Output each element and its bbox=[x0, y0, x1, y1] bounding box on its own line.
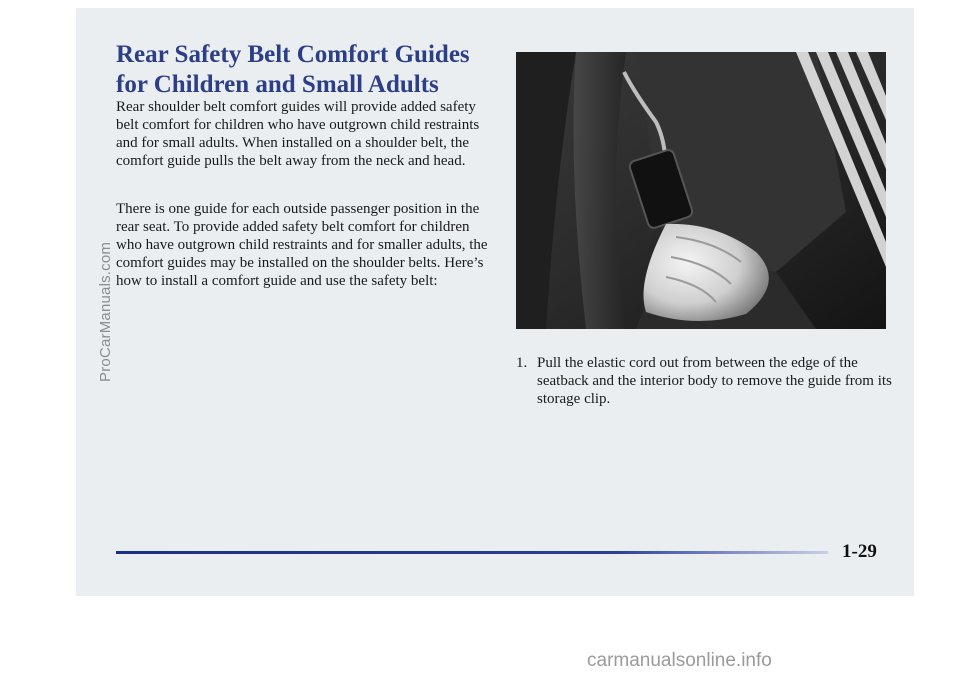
instruction-step bbox=[516, 354, 896, 408]
footer-rule bbox=[116, 551, 828, 554]
section-heading: Rear Safety Belt Comfort Guides for Children and Small Adults bbox=[116, 41, 470, 98]
intro-paragraph: Rear shoulder belt comfort guides will provide added safety belt comfort for children who have outgrown child restraints and for small adults. When installed on a shoulder belt, the comfort guide pulls the belt away from the neck and head. bbox=[116, 99, 480, 169]
step-number: 1. bbox=[516, 355, 528, 371]
side-watermark: ProCarManuals.com bbox=[97, 241, 114, 382]
page-number: 1-29 bbox=[842, 541, 877, 562]
comfort-guide-photo bbox=[516, 52, 886, 329]
guide-paragraph: There is one guide for each outside passenger position in the rear seat. To provide added safety belt comfort for children who have outgrown child restraints and for smaller adults, the comfort guides may be installed on the shoulder belts. Here’s how to install a comfort guide and use the safety belt: bbox=[116, 201, 488, 289]
step-text: Pull the elastic cord out from between the edge of the seatback and the interior body to remove the guide from its storage clip. bbox=[537, 355, 892, 407]
bottom-watermark: carmanualsonline.info bbox=[587, 650, 772, 671]
